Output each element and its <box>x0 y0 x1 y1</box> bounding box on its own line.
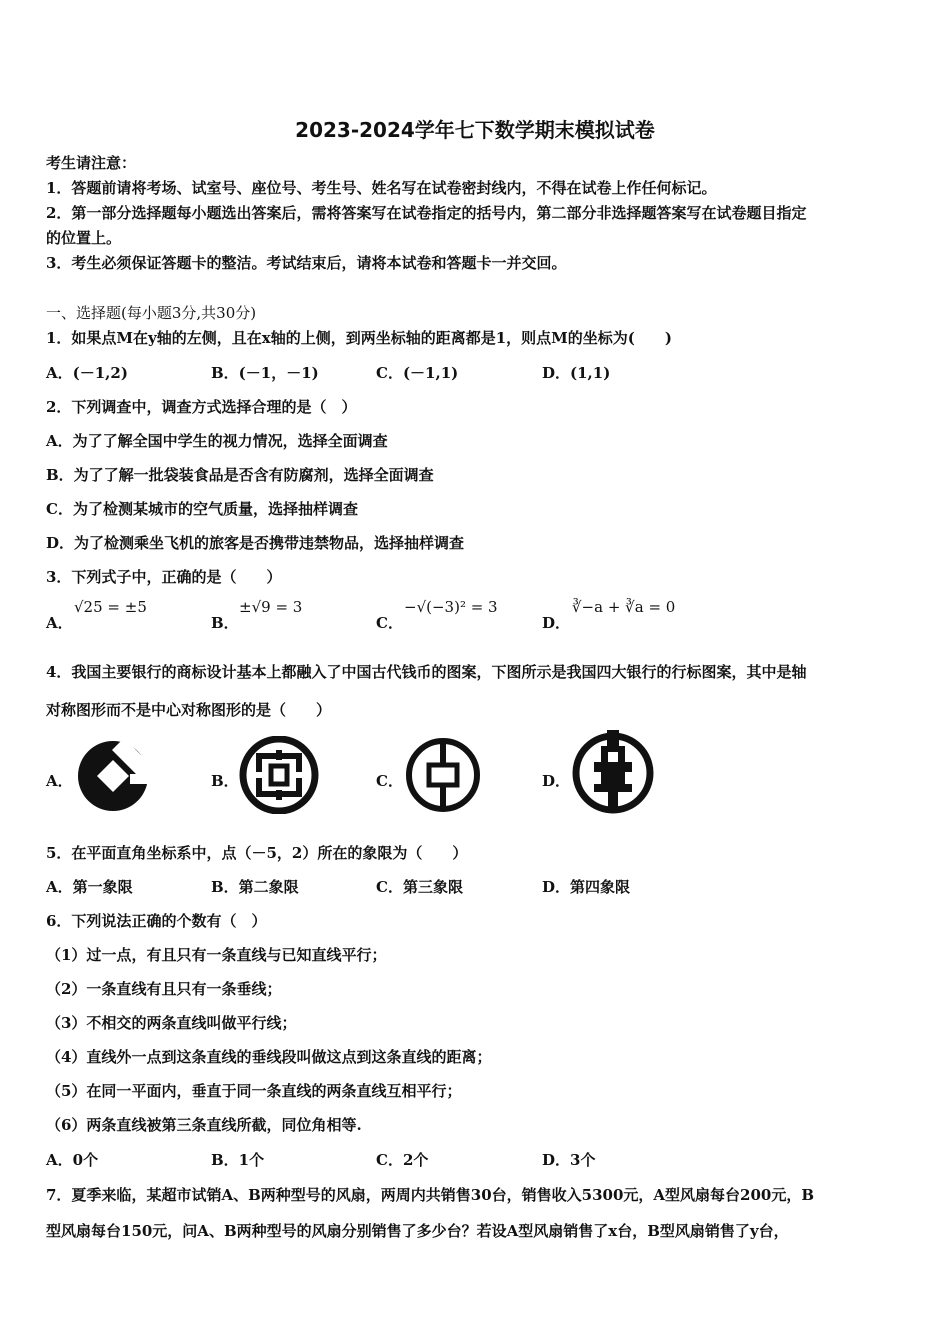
q4-label-a: A． <box>46 772 73 790</box>
question-5-stem: 5．在平面直角坐标系中，点（－5，2）所在的象限为（ ） <box>46 844 468 862</box>
section-heading: 一、选择题(每小题3分,共30分) <box>46 304 257 322</box>
icbc-logo <box>238 736 320 814</box>
q1-option-d: D．(1,1) <box>542 364 611 382</box>
q1-option-a: A．(－1,2) <box>46 364 128 382</box>
bank-of-china-logo <box>404 736 482 814</box>
q1-option-b: B．(－1，－1) <box>211 364 319 382</box>
page-title: 2023-2024学年七下数学期末模拟试卷 <box>295 118 655 142</box>
q6-statement: （1）过一点，有且只有一条直线与已知直线平行； <box>46 946 387 964</box>
q4-label-d: D． <box>542 772 571 790</box>
q6-statement: （4）直线外一点到这条直线的垂线段叫做这点到这条直线的距离； <box>46 1048 492 1066</box>
q6-statement: （6）两条直线被第三条直线所截，同位角相等. <box>46 1116 362 1134</box>
q6-statement: （2）一条直线有且只有一条垂线； <box>46 980 282 998</box>
q5-option-c: C．第三象限 <box>376 878 463 896</box>
q3-label-d: D． <box>542 614 571 632</box>
q6-option-c: C．2个 <box>376 1151 429 1169</box>
notice-item: 3．考生必须保证答题卡的整洁。考试结束后，请将本试卷和答题卡一并交回。 <box>46 254 567 272</box>
question-4-stem-line2: 对称图形而不是中心对称图形的是（ ） <box>46 701 332 719</box>
notice-heading: 考生请注意： <box>46 154 137 172</box>
q3-expr-b: ±√9 = 3 <box>239 598 303 616</box>
q5-option-a: A．第一象限 <box>46 878 133 896</box>
q5-option-b: B．第二象限 <box>211 878 299 896</box>
q3-expr-d: ∛−a + ∛a = 0 <box>572 598 676 616</box>
question-3-stem: 3．下列式子中，正确的是（ ） <box>46 568 282 586</box>
question-4-stem-line1: 4．我国主要银行的商标设计基本上都融入了中国古代钱币的图案，下图所示是我国四大银行的行标图案，其中是轴 <box>46 663 807 681</box>
q3-label-b: B． <box>211 614 239 632</box>
q2-option-b: B．为了了解一批袋装食品是否含有防腐剂，选择全面调查 <box>46 466 434 484</box>
notice-item: 1．答题前请将考场、试室号、座位号、考生号、姓名写在试卷密封线内，不得在试卷上作任何标记。 <box>46 179 717 197</box>
q3-expr-a: √25 = ±5 <box>74 598 147 616</box>
notice-item: 的位置上。 <box>46 229 122 247</box>
q4-label-b: B． <box>211 772 239 790</box>
q5-option-d: D．第四象限 <box>542 878 631 896</box>
q6-option-b: B．1个 <box>211 1151 265 1169</box>
q3-label-a: A． <box>46 614 73 632</box>
question-7-line1: 7．夏季来临，某超市试销A、B两种型号的风扇，两周内共销售30台，销售收入5300元，A型风扇每台200元，B <box>46 1186 815 1204</box>
q3-expr-c: −√(−3)² = 3 <box>404 598 498 616</box>
q4-label-c: C． <box>376 772 403 790</box>
q2-option-d: D．为了检测乘坐飞机的旅客是否携带违禁物品，选择抽样调查 <box>46 534 465 552</box>
q2-option-a: A．为了了解全国中学生的视力情况，选择全面调查 <box>46 432 388 450</box>
question-7-line2: 型风扇每台150元，问A、B两种型号的风扇分别销售了多少台？若设A型风扇销售了x台，B型风扇销售了y台， <box>46 1222 789 1240</box>
agricultural-bank-logo <box>570 730 656 814</box>
question-6-stem: 6．下列说法正确的个数有（ ） <box>46 912 267 930</box>
q6-option-a: A．0个 <box>46 1151 99 1169</box>
q1-option-c: C．(－1,1) <box>376 364 459 382</box>
construction-bank-logo <box>72 738 154 814</box>
q6-option-d: D．3个 <box>542 1151 596 1169</box>
q6-statement: （3）不相交的两条直线叫做平行线； <box>46 1014 297 1032</box>
question-1-stem: 1．如果点M在y轴的左侧，且在x轴的上侧，到两坐标轴的距离都是1，则点M的坐标为( ) <box>46 329 672 347</box>
q6-statement: （5）在同一平面内，垂直于同一条直线的两条直线互相平行； <box>46 1082 462 1100</box>
q3-label-c: C． <box>376 614 403 632</box>
q2-option-c: C．为了检测某城市的空气质量，选择抽样调查 <box>46 500 358 518</box>
notice-item: 2．第一部分选择题每小题选出答案后，需将答案写在试卷指定的括号内，第二部分非选择题答案写在试卷题目指定 <box>46 204 807 222</box>
question-2-stem: 2．下列调查中，调查方式选择合理的是（ ） <box>46 398 357 416</box>
